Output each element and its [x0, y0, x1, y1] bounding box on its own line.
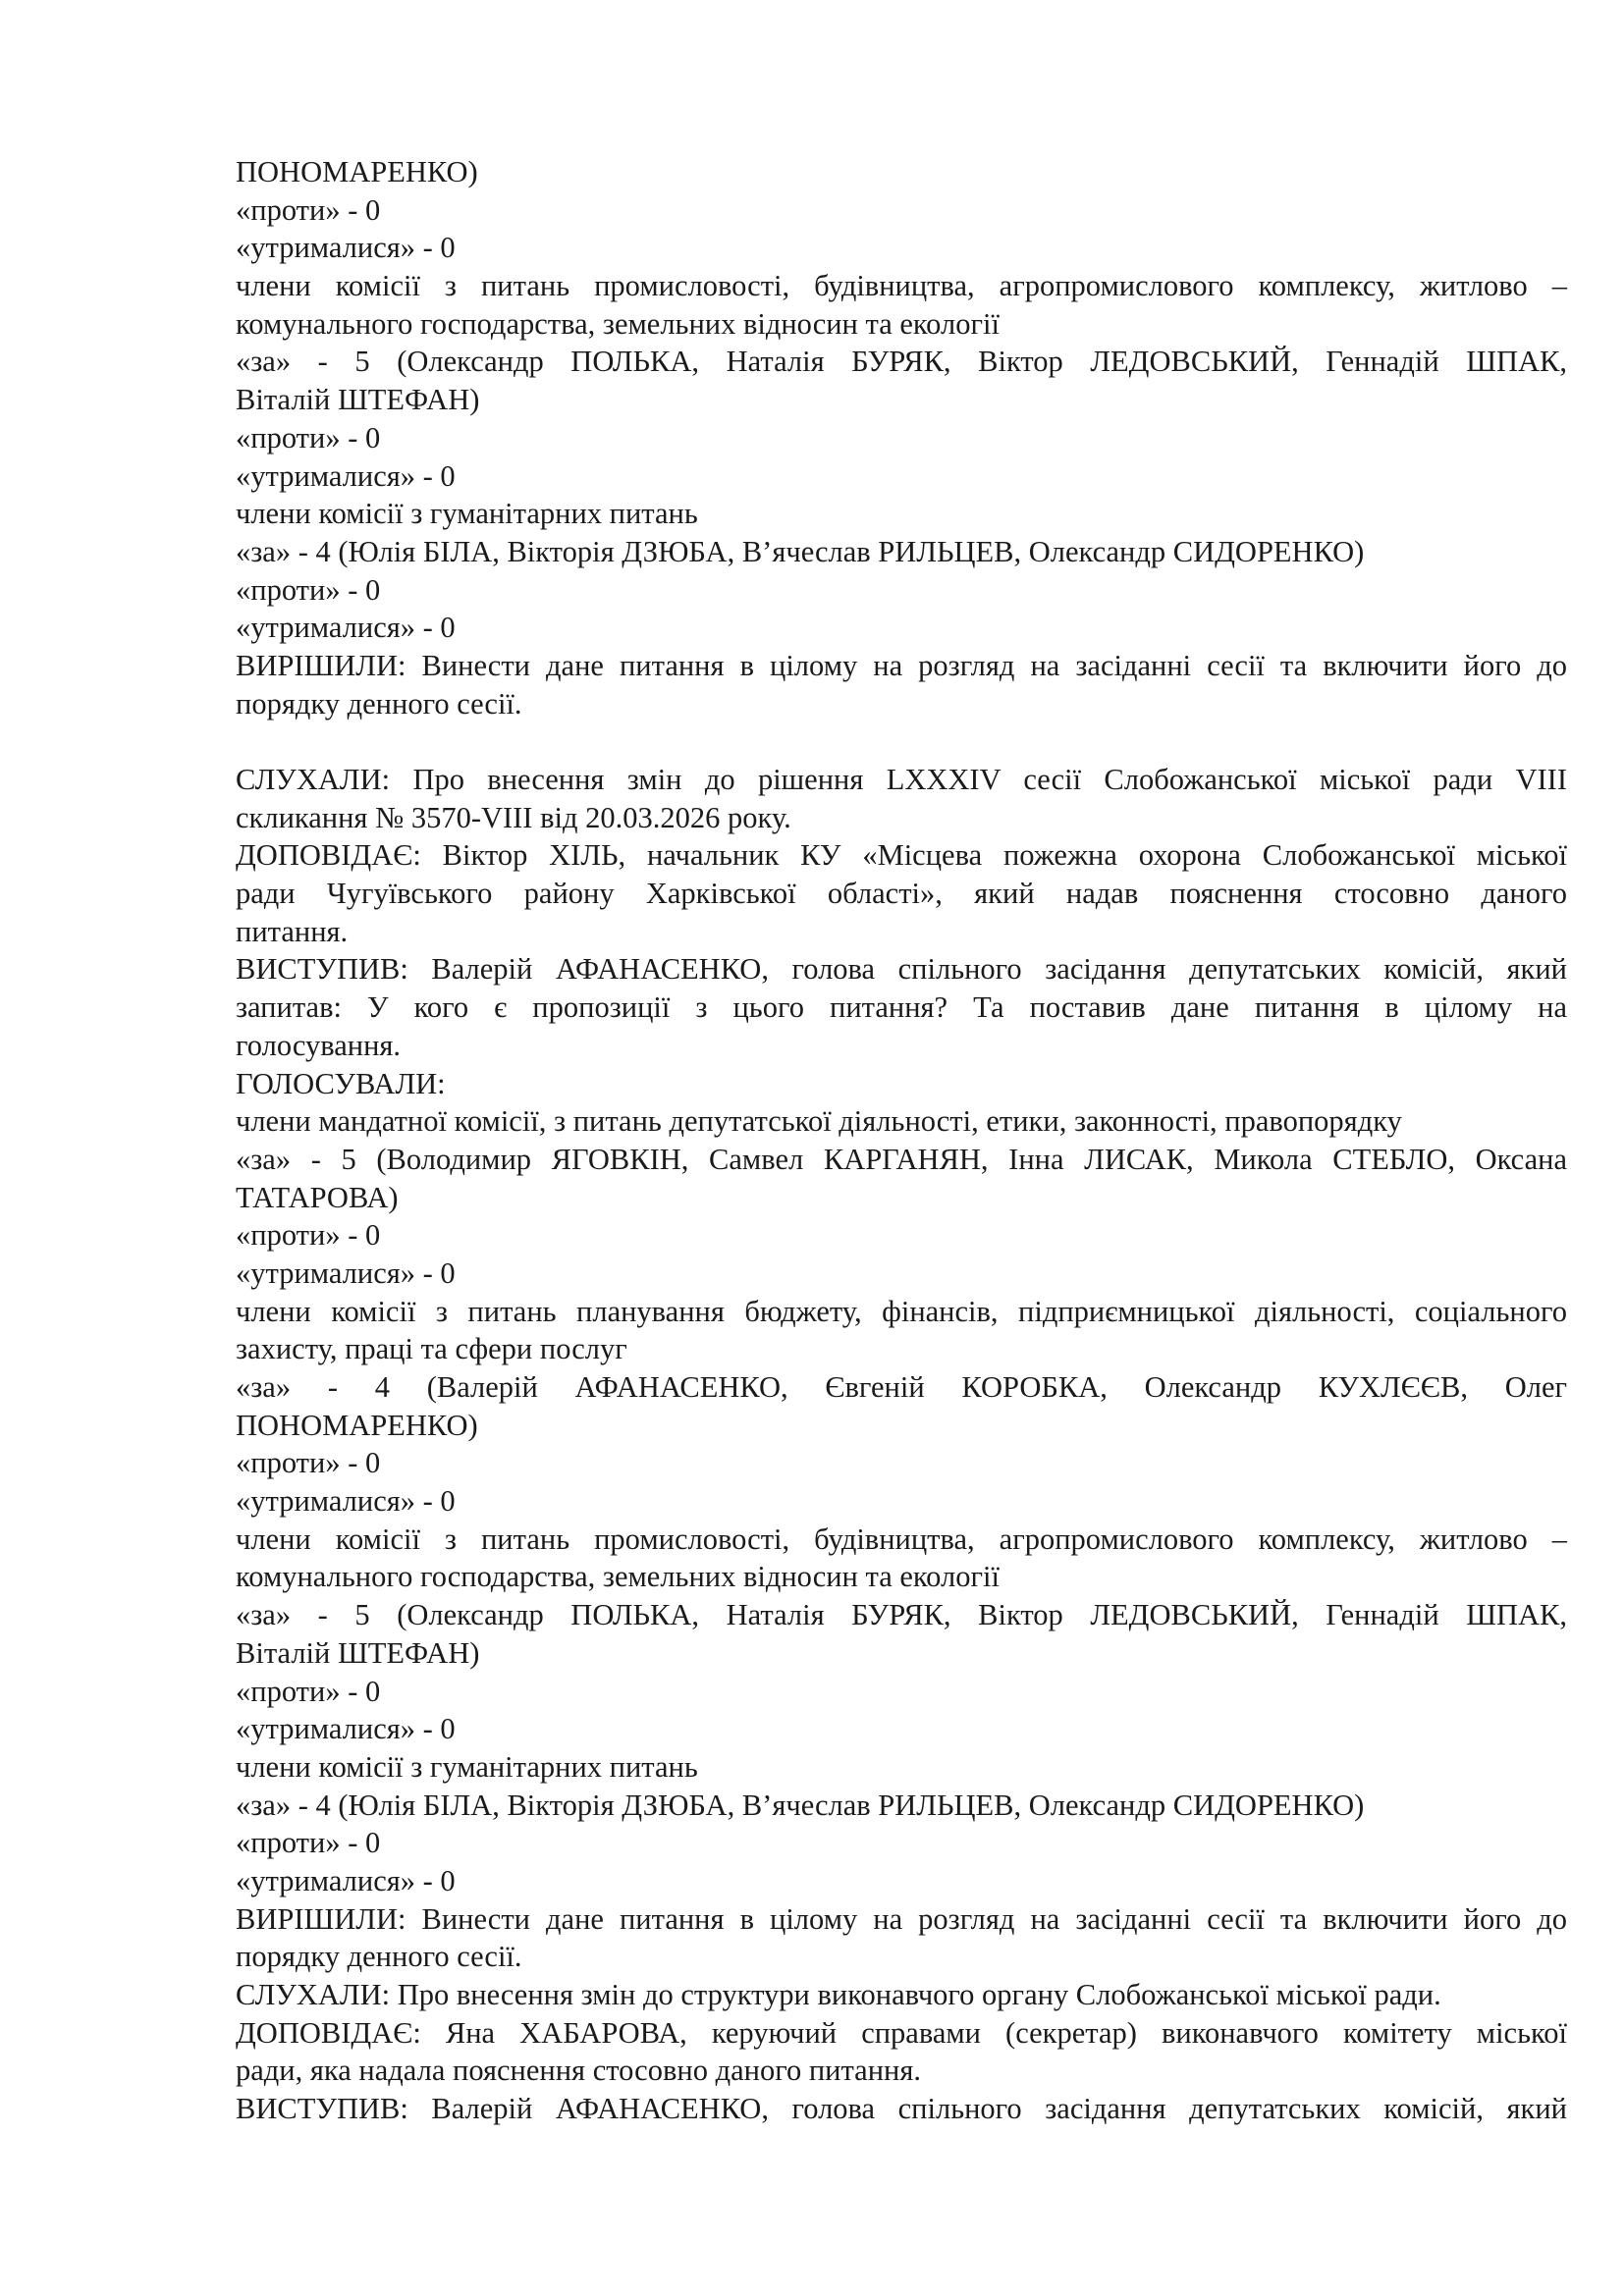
text-line: ВИСТУПИВ: Валерій АФАНАСЕНКО, голова спільного засідання депутатських комісій, який: [236, 952, 1567, 987]
text-line: «за» - 4 (Валерій АФАНАСЕНКО, Євгеній КОРОБКА, Олександр КУХЛЄЄВ, Олег: [236, 1370, 1567, 1404]
text-line: ради Чугуївського району Харківської області», який надав пояснення стосовно даного: [236, 877, 1567, 911]
text-line: СЛУХАЛИ: Про внесення змін до рішення LXXXIV сесії Слобожанської міської ради VIII: [236, 763, 1567, 796]
text-line: «утрималися» - 0: [236, 1484, 456, 1519]
text-line: члени комісії з гуманітарних питань: [236, 497, 698, 531]
text-line: порядку денного сесії.: [236, 686, 522, 721]
text-line: ГОЛОСУВАЛИ:: [236, 1066, 446, 1100]
text-line: ТАТАРОВА): [236, 1180, 399, 1214]
text-line: ДОПОВІДАЄ: Віктор ХІЛЬ, начальник КУ «Місцева пожежна охорона Слобожанської міської: [236, 838, 1567, 873]
text-line: «за» - 4 (Юлія БІЛА, Вікторія ДЗЮБА, В’ячеслав РИЛЬЦЕВ, Олександр СИДОРЕНКО): [236, 1788, 1365, 1822]
text-line: порядку денного сесії.: [236, 1940, 522, 1974]
text-line: Віталій ШТЕФАН): [236, 1635, 480, 1670]
text-line: «проти» - 0: [236, 1674, 381, 1708]
text-line: «проти» - 0: [236, 1218, 381, 1253]
text-line: СЛУХАЛИ: Про внесення змін до структури виконавчого органу Слобожанської міської ради.: [236, 1978, 1441, 2011]
text-line: ДОПОВІДАЄ: Яна ХАБАРОВА, керуючий справами (секретар) виконавчого комітету міської: [236, 2015, 1567, 2050]
text-line: члени мандатної комісії, з питань депутатської діяльності, етики, законності, правопорядку: [236, 1104, 1402, 1139]
text-line: «проти» - 0: [236, 420, 381, 454]
text-line: «проти» - 0: [236, 1446, 381, 1480]
text-line: «за» - 5 (Олександр ПОЛЬКА, Наталія БУРЯК, Віктор ЛЕДОВСЬКИЙ, Геннадій ШПАК,: [236, 1598, 1567, 1632]
text-line: «проти» - 0: [236, 192, 381, 227]
text-line: «проти» - 0: [236, 1826, 381, 1860]
text-line: «за» - 5 (Володимир ЯГОВКІН, Самвел КАРГАНЯН, Інна ЛИСАК, Микола СТЕБЛО, Оксана: [236, 1142, 1567, 1176]
text-line: захисту, праці та сфери послуг: [236, 1332, 627, 1366]
text-line: голосування.: [236, 1028, 402, 1062]
text-line: члени комісії з питань планування бюджету, фінансів, підприємницької діяльності, соціального: [236, 1294, 1567, 1328]
text-line: «утрималися» - 0: [236, 231, 456, 265]
text-line: «утрималися» - 0: [236, 1255, 456, 1290]
text-line: комунального господарства, земельних відносин та екології: [236, 1560, 1000, 1594]
text-line: ВИРІШИЛИ: Винести дане питання в цілому на розгляд на засіданні сесії та включити його до: [236, 648, 1567, 682]
text-line: ВИРІШИЛИ: Винести дане питання в цілому на розгляд на засіданні сесії та включити його до: [236, 1901, 1567, 1936]
text-line: «за» - 4 (Юлія БІЛА, Вікторія ДЗЮБА, В’ячеслав РИЛЬЦЕВ, Олександр СИДОРЕНКО): [236, 534, 1365, 568]
text-line: «за» - 5 (Олександр ПОЛЬКА, Наталія БУРЯК, Віктор ЛЕДОВСЬКИЙ, Геннадій ШПАК,: [236, 345, 1567, 379]
blank-line: [236, 722, 1567, 761]
text-line: ВИСТУПИВ: Валерій АФАНАСЕНКО, голова спільного засідання депутатських комісій, який: [236, 2092, 1567, 2126]
text-line: «проти» - 0: [236, 572, 381, 607]
text-line: «утрималися» - 0: [236, 611, 456, 645]
text-line: ради, яка надала пояснення стосовно даного питання.: [236, 2054, 922, 2088]
text-line: ПОНОМАРЕНКО): [236, 1408, 478, 1442]
text-line: комунального господарства, земельних відносин та екології: [236, 306, 1000, 341]
text-line: члени комісії з питань промисловості, будівництва, агропромислового комплексу, житлово –: [236, 269, 1567, 303]
text-line: Віталій ШТЕФАН): [236, 383, 480, 417]
text-line: члени комісії з питань промисловості, будівництва, агропромислового комплексу, житлово –: [236, 1522, 1567, 1556]
text-line: «утрималися» - 0: [236, 1863, 456, 1897]
text-line: питання.: [236, 914, 349, 948]
document-page: [236, 153, 1567, 2128]
text-line: «утрималися» - 0: [236, 1712, 456, 1746]
text-line: члени комісії з гуманітарних питань: [236, 1749, 698, 1784]
text-line: скликання № 3570-VIII від 20.03.2026 року.: [236, 800, 791, 834]
text-line: «утрималися» - 0: [236, 458, 456, 493]
text-line: запитав: У кого є пропозиції з цього питання? Та поставив дане питання в цілому на: [236, 990, 1567, 1025]
text-line: ПОНОМАРЕНКО): [236, 155, 478, 188]
